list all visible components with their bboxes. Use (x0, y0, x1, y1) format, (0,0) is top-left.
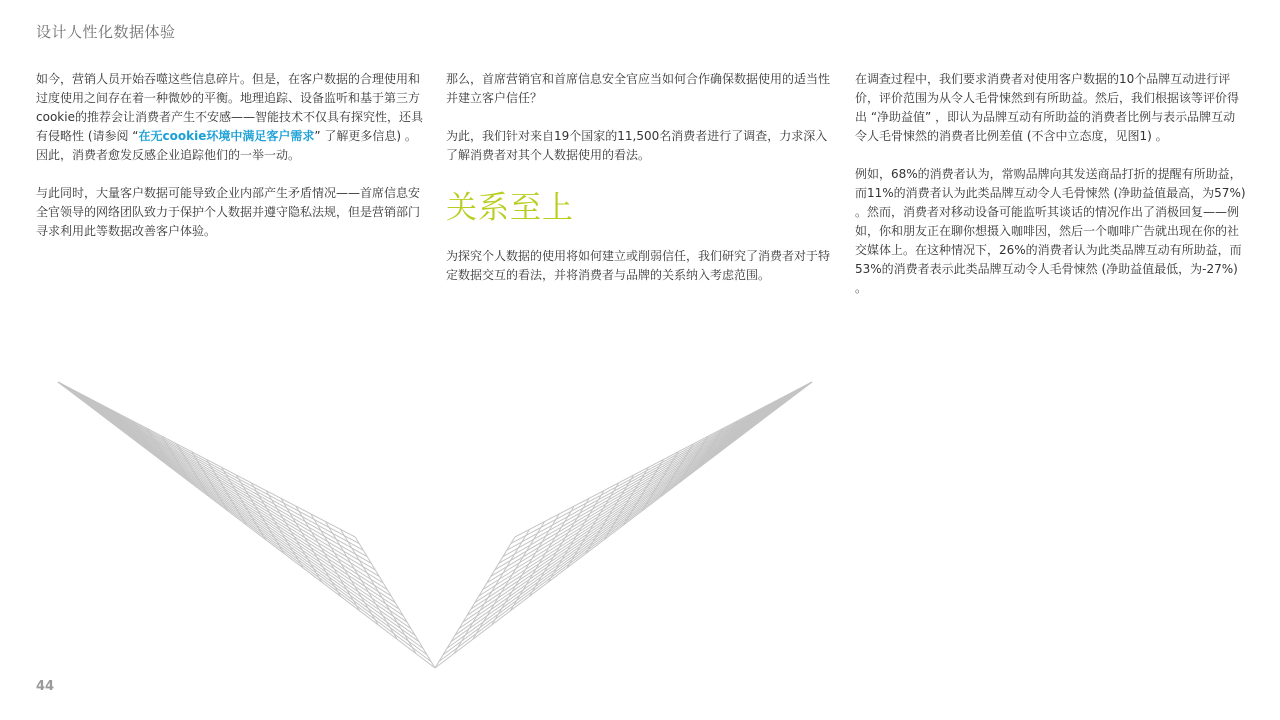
grid-lines (58, 382, 812, 668)
paragraph-1 (36, 70, 428, 165)
grid-line (326, 522, 398, 640)
grid-line (435, 537, 515, 668)
column-left (36, 70, 428, 260)
column-middle (446, 70, 838, 304)
paragraph-1-text-b: ” 了解更多信息) 。因此，消费者愈发反感企业追踪他们的一举一动。 (36, 129, 417, 162)
paragraph-5: 为探究个人数据的使用将如何建立或削弱信任，我们研究了消费者对于特定数据交互的看法，并将消费者与品牌的关系纳入考虑范围。 (446, 249, 831, 282)
paragraph-6: 在调查过程中，我们要求消费者对使用客户数据的10个品牌互动进行评价，评价范围为从令人毛骨悚然到有所助益。然后，我们根据该等评价得出 “净助益值” ，即认为品牌互动有所助益的消费者比例与表示品牌互动令人毛骨悚然的消费者比例差值 (不含中立态度，见图1) 。 (855, 72, 1240, 143)
grid-line (355, 537, 435, 668)
grid-line (473, 522, 545, 640)
column-right (855, 70, 1247, 317)
paragraph-1-text-a: 如今，营销人员开始吞噬这些信息碎片。但是，在客户数据的合理使用和过度使用之间存在着一种微妙的平衡。地理追踪、设备监听和基于第三方cookie的推荐会让消费者产生不安感——智能技术不仅具有探究性，还具有侵略性 (请参阅 “ (36, 72, 423, 143)
page-number: 44 (36, 679, 55, 694)
cookieless-article-link[interactable]: 在无cookie环境中满足客户需求 (138, 129, 315, 143)
paragraph-7: 例如，68%的消费者认为，常购品牌向其发送商品打折的提醒有所助益，而11%的消费者认为此类品牌互动令人毛骨悚然 (净助益值最高，为57%) 。然而，消费者对移动设备可能监听其谈话的情况作出了消极回复——例如，你和朋友正在聊你想摄入咖啡因，然后一个咖啡广告就出现在你的社交媒体上。在这种情况下，26%的消费者认为此类品牌互动有所助益，而53%的消费者表示此类品牌互动令人毛骨悚然 (净助益值最低，为-27%) 。 (855, 167, 1246, 295)
perspective-grid-graphic (40, 370, 830, 680)
section-heading: 关系至上 (446, 190, 574, 226)
paragraph-3: 那么，首席营销官和首席信息安全官应当如何合作确保数据使用的适当性并建立客户信任？ (446, 72, 831, 105)
grid-line (340, 529, 416, 653)
page-header-title: 设计人性化数据体验 (36, 23, 176, 41)
grid-line (454, 529, 530, 653)
paragraph-2: 与此同时，大量客户数据可能导致企业内部产生矛盾情况——首席信息安全官领导的网络团队致力于保护个人数据并遵守隐私法规，但是营销部门寻求利用此等数据改善客户体验。 (36, 186, 421, 238)
paragraph-4: 为此，我们针对来自19个国家的11,500名消费者进行了调查，力求深入了解消费者对其个人数据使用的看法。 (446, 129, 828, 162)
